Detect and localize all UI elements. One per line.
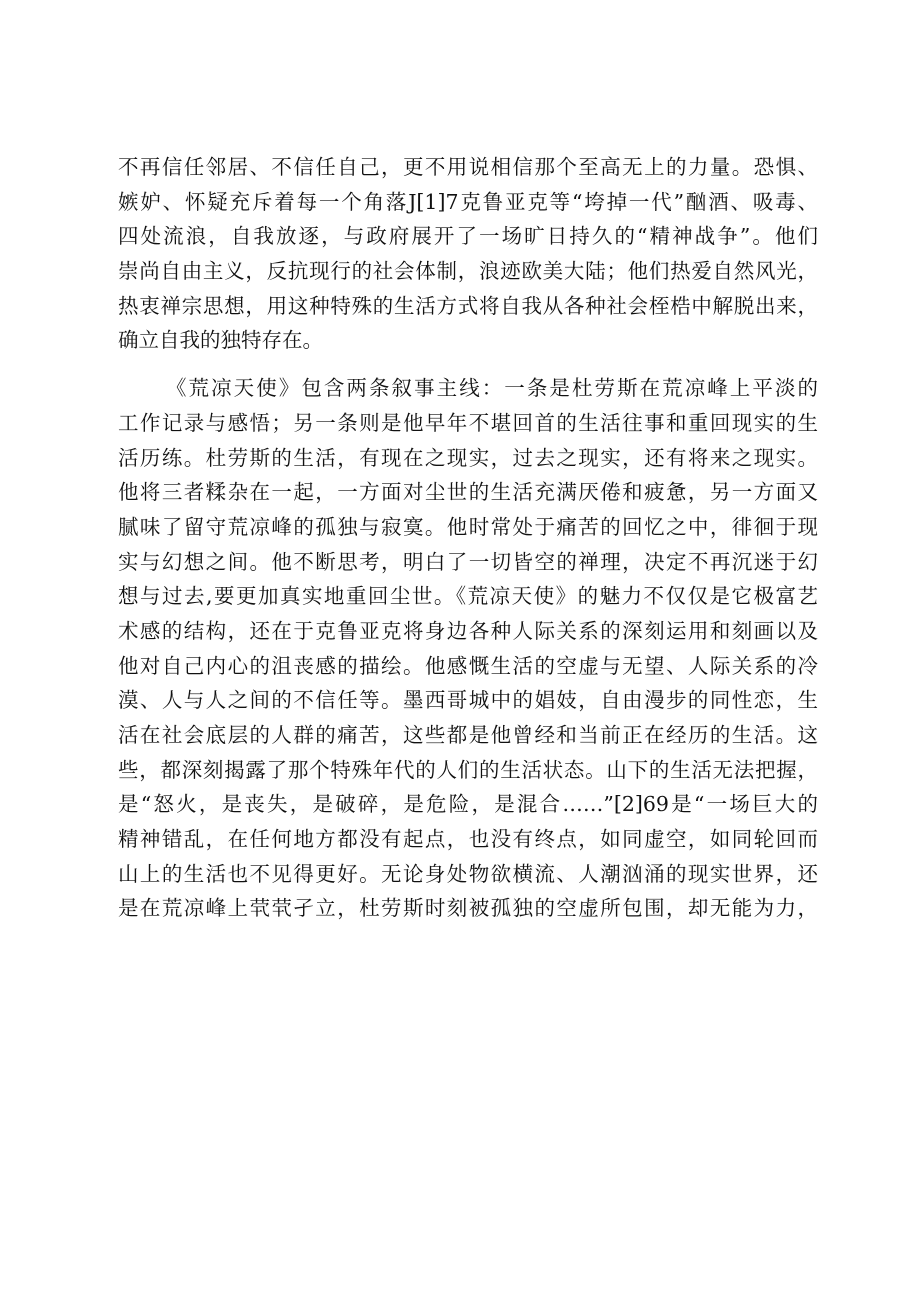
text-line: 热衷禅宗思想，用这种特殊的生活方式将自我从各种社会桎梏中解脱出来， <box>118 293 818 318</box>
text-line: 是“怒火，是丧失，是破碎，是危险，是混合……”[2]69是“一场巨大的 <box>118 792 818 817</box>
text-line: 崇尚自由主义，反抗现行的社会体制，浪迹欧美大陆；他们热爱自然风光， <box>118 259 818 284</box>
text-line: 腻味了留守荒凉峰的孤独与寂寞。他时常处于痛苦的回忆之中，徘徊于现 <box>118 514 818 539</box>
text-line: 术感的结构，还在于克鲁亚克将身边各种人际关系的深刻运用和刻画以及 <box>118 618 818 643</box>
text-line: 山上的生活也不见得更好。无论身处物欲横流、人潮汹涌的现实世界，还 <box>118 861 818 886</box>
text-line: 四处流浪，自我放逐，与政府展开了一场旷日持久的“精神战争”。他们 <box>118 224 818 249</box>
text-line: 实与幻想之间。他不断思考，明白了一切皆空的禅理，决定不再沉迷于幻 <box>118 549 818 574</box>
text-line: 他将三者糅杂在一起，一方面对尘世的生活充满厌倦和疲惫，另一方面又 <box>118 480 818 505</box>
text-line: 确立自我的独特存在。 <box>118 328 323 353</box>
paragraph-gap <box>118 358 818 371</box>
text-line: 他对自己内心的沮丧感的描绘。他感慨生活的空虚与无望、人际关系的冷 <box>118 653 818 678</box>
text-line: 活在社会底层的人群的痛苦，这些都是他曾经和当前正在经历的生活。这 <box>118 723 818 747</box>
text-line: 些，都深刻揭露了那个特殊年代的人们的生活状态。山下的生活无法把握， <box>118 757 818 782</box>
paragraph-2 <box>118 371 818 926</box>
text-line: 精神错乱，在任何地方都没有起点，也没有终点，如同虚空，如同轮回而 <box>118 827 818 852</box>
text-line: 活历练。杜劳斯的生活，有现在之现实，过去之现实，还有将来之现实。 <box>118 445 818 470</box>
text-line: 漠、人与人之间的不信任等。墨西哥城中的娼妓，自由漫步的同性恋，生 <box>118 688 818 713</box>
text-line: 嫉妒、怀疑充斥着每一个角落J[1]7克鲁亚克等“垮掉一代”酗酒、吸毒、 <box>118 189 818 214</box>
text-line: 是在荒凉峰上茕茕孑立，杜劳斯时刻被孤独的空虚所包围，却无能为力， <box>118 896 818 921</box>
body-text <box>118 150 818 926</box>
text-line: 想与过去,要更加真实地重回尘世。《荒凉天使》的魅力不仅仅是它极富艺 <box>118 584 818 609</box>
text-line: 《荒凉天使》包含两条叙事主线：一条是杜劳斯在荒凉峰上平淡的 <box>166 376 818 401</box>
text-line: 不再信任邻居、不信任自己，更不用说相信那个至高无上的力量。恐惧、 <box>118 155 818 179</box>
paragraph-1 <box>118 150 818 358</box>
text-line: 工作记录与感悟；另一条则是他早年不堪回首的生活往事和重回现实的生 <box>118 410 818 435</box>
